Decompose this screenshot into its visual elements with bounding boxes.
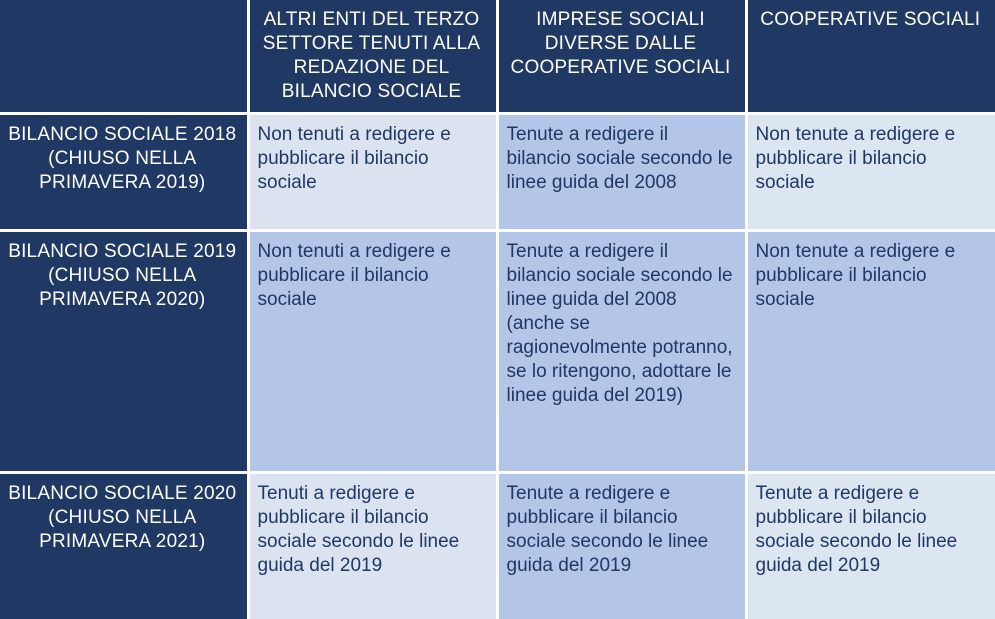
table-header-row	[0, 0, 995, 113]
cell-2020-altri-enti: Tenuti a redigere e pubblicare il bilancio sociale secondo le linee guida del 2019	[248, 472, 497, 619]
table-row	[0, 231, 995, 473]
header-corner-blank	[0, 0, 248, 113]
row-header-bilancio-2018: BILANCIO SOCIALE 2018 (CHIUSO NELLA PRIMAVERA 2019)	[0, 113, 248, 231]
cell-2019-imprese-sociali: Tenute a redigere il bilancio sociale secondo le linee guida del 2008 (anche se ragionevolmente potranno, se lo ritengono, adottare le linee guida del 2019)	[497, 231, 746, 473]
row-header-bilancio-2020: BILANCIO SOCIALE 2020 (CHIUSO NELLA PRIMAVERA 2021)	[0, 472, 248, 619]
row-header-bilancio-2019: BILANCIO SOCIALE 2019 (CHIUSO NELLA PRIMAVERA 2020)	[0, 231, 248, 473]
cell-2020-cooperative-sociali: Tenute a redigere e pubblicare il bilancio sociale secondo le linee guida del 2019	[746, 472, 995, 619]
header-col-imprese-sociali: IMPRESE SOCIALI DIVERSE DALLE COOPERATIVE SOCIALI	[497, 0, 746, 113]
table-row	[0, 472, 995, 619]
cell-2019-cooperative-sociali: Non tenute a redigere e pubblicare il bilancio sociale	[746, 231, 995, 473]
header-col-altri-enti: ALTRI ENTI DEL TERZO SETTORE TENUTI ALLA REDAZIONE DEL BILANCIO SOCIALE	[248, 0, 497, 113]
cell-2019-altri-enti: Non tenuti a redigere e pubblicare il bilancio sociale	[248, 231, 497, 473]
cell-2018-altri-enti: Non tenuti a redigere e pubblicare il bilancio sociale	[248, 113, 497, 231]
table-row	[0, 113, 995, 231]
header-col-cooperative-sociali: COOPERATIVE SOCIALI	[746, 0, 995, 113]
cell-2018-cooperative-sociali: Non tenute a redigere e pubblicare il bilancio sociale	[746, 113, 995, 231]
cell-2020-imprese-sociali: Tenute a redigere e pubblicare il bilancio sociale secondo le linee guida del 2019	[497, 472, 746, 619]
cell-2018-imprese-sociali: Tenute a redigere il bilancio sociale secondo le linee guida del 2008	[497, 113, 746, 231]
